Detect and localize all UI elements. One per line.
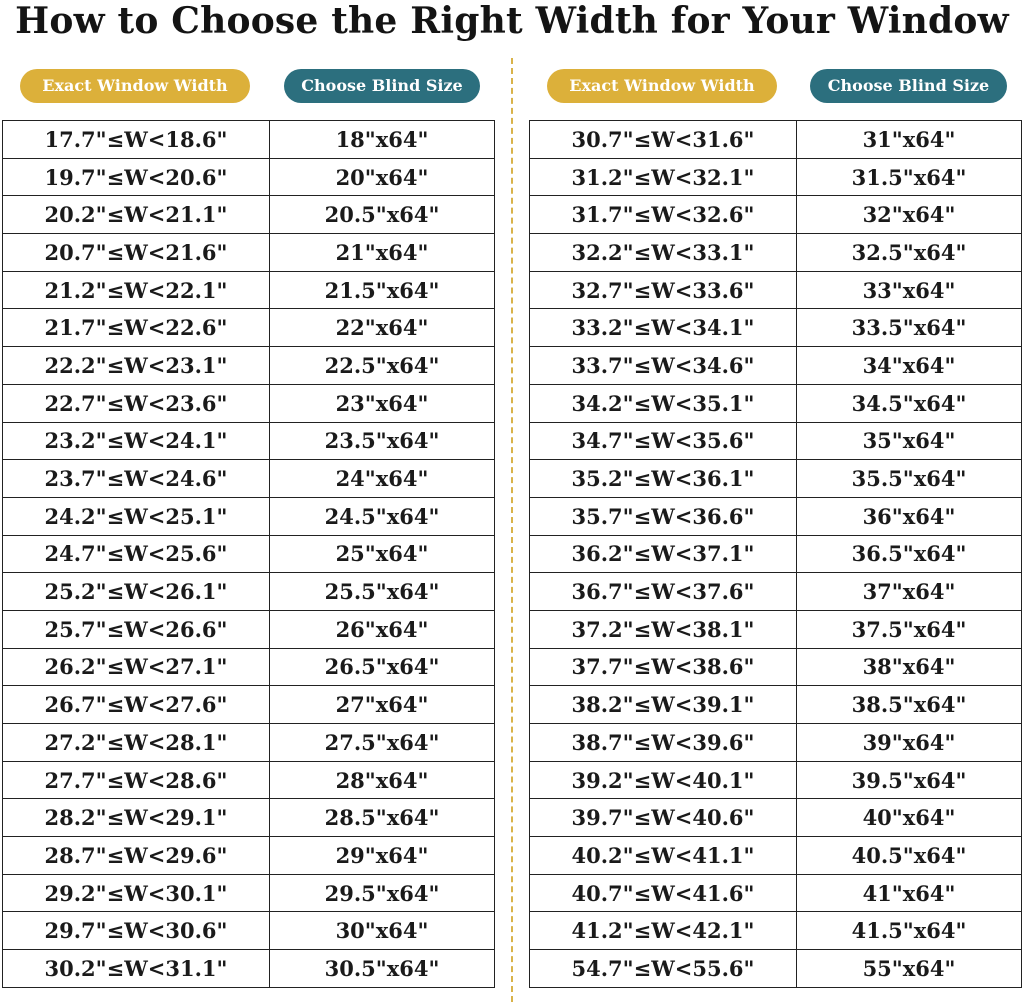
blind-size-cell: 27.5"x64" [270,724,495,762]
table-row [530,422,1022,460]
window-width-range-cell: 35.2"≤W<36.1" [530,460,797,498]
blind-size-cell: 37.5"x64" [797,610,1022,648]
window-width-range-cell: 32.7"≤W<33.6" [530,271,797,309]
window-width-range-cell: 26.2"≤W<27.1" [3,648,270,686]
table-row [530,912,1022,950]
left-header-choose-blind-size: Choose Blind Size [284,69,480,103]
table-row [530,535,1022,573]
blind-size-cell: 21"x64" [270,234,495,272]
blind-size-cell: 23"x64" [270,384,495,422]
blind-size-cell: 20"x64" [270,158,495,196]
window-width-range-cell: 38.7"≤W<39.6" [530,724,797,762]
blind-size-cell: 31"x64" [797,121,1022,159]
table-row [530,950,1022,988]
left-header-exact-window-width: Exact Window Width [20,69,250,103]
table-row [3,610,495,648]
table-row [530,610,1022,648]
table-row [530,196,1022,234]
window-width-range-cell: 35.7"≤W<36.6" [530,497,797,535]
blind-size-cell: 20.5"x64" [270,196,495,234]
table-row [3,799,495,837]
window-width-range-cell: 33.7"≤W<34.6" [530,347,797,385]
blind-size-cell: 34.5"x64" [797,384,1022,422]
window-width-range-cell: 36.7"≤W<37.6" [530,573,797,611]
left-size-table [2,120,495,988]
window-width-range-cell: 19.7"≤W<20.6" [3,158,270,196]
blind-size-cell: 23.5"x64" [270,422,495,460]
blind-size-cell: 35"x64" [797,422,1022,460]
blind-size-cell: 37"x64" [797,573,1022,611]
window-width-range-cell: 34.2"≤W<35.1" [530,384,797,422]
table-row [3,874,495,912]
window-width-range-cell: 30.7"≤W<31.6" [530,121,797,159]
table-row [3,648,495,686]
table-row [3,535,495,573]
blind-size-cell: 21.5"x64" [270,271,495,309]
blind-size-cell: 41"x64" [797,874,1022,912]
table-row [3,950,495,988]
right-header-exact-window-width: Exact Window Width [547,69,777,103]
table-row [3,158,495,196]
blind-size-cell: 39.5"x64" [797,761,1022,799]
blind-size-cell: 29"x64" [270,837,495,875]
table-row [3,686,495,724]
table-row [3,912,495,950]
table-row [3,837,495,875]
table-row [530,121,1022,159]
window-width-range-cell: 40.7"≤W<41.6" [530,874,797,912]
table-row [3,234,495,272]
blind-size-cell: 28"x64" [270,761,495,799]
blind-size-cell: 31.5"x64" [797,158,1022,196]
window-width-range-cell: 34.7"≤W<35.6" [530,422,797,460]
table-row [530,874,1022,912]
table-row [3,761,495,799]
blind-size-cell: 30"x64" [270,912,495,950]
blind-size-cell: 36.5"x64" [797,535,1022,573]
table-row [530,309,1022,347]
blind-size-cell: 40"x64" [797,799,1022,837]
window-width-range-cell: 41.2"≤W<42.1" [530,912,797,950]
blind-size-cell: 26.5"x64" [270,648,495,686]
table-row [530,497,1022,535]
blind-size-cell: 22.5"x64" [270,347,495,385]
table-row [3,460,495,498]
window-width-range-cell: 33.2"≤W<34.1" [530,309,797,347]
window-width-range-cell: 20.7"≤W<21.6" [3,234,270,272]
blind-size-cell: 22"x64" [270,309,495,347]
page-title: How to Choose the Right Width for Your Window [15,0,1009,42]
table-row [530,271,1022,309]
table-row [530,460,1022,498]
window-width-range-cell: 38.2"≤W<39.1" [530,686,797,724]
table-row [530,686,1022,724]
table-row [530,724,1022,762]
table-row [530,158,1022,196]
window-width-range-cell: 27.2"≤W<28.1" [3,724,270,762]
blind-size-cell: 24"x64" [270,460,495,498]
blind-size-cell: 34"x64" [797,347,1022,385]
table-row [530,234,1022,272]
blind-size-cell: 38.5"x64" [797,686,1022,724]
table-row [3,347,495,385]
right-size-table [529,120,1022,988]
window-width-range-cell: 20.2"≤W<21.1" [3,196,270,234]
window-width-range-cell: 40.2"≤W<41.1" [530,837,797,875]
window-width-range-cell: 21.2"≤W<22.1" [3,271,270,309]
blind-size-cell: 39"x64" [797,724,1022,762]
window-width-range-cell: 28.7"≤W<29.6" [3,837,270,875]
table-row [3,384,495,422]
window-width-range-cell: 31.2"≤W<32.1" [530,158,797,196]
table-row [3,121,495,159]
center-divider [511,58,513,1002]
blind-size-cell: 18"x64" [270,121,495,159]
blind-size-cell: 36"x64" [797,497,1022,535]
blind-size-cell: 33"x64" [797,271,1022,309]
blind-size-cell: 38"x64" [797,648,1022,686]
table-row [530,761,1022,799]
table-row [3,573,495,611]
blind-size-cell: 30.5"x64" [270,950,495,988]
window-width-range-cell: 29.7"≤W<30.6" [3,912,270,950]
table-row [530,384,1022,422]
table-row [3,724,495,762]
blind-size-cell: 26"x64" [270,610,495,648]
blind-size-cell: 28.5"x64" [270,799,495,837]
blind-size-cell: 32"x64" [797,196,1022,234]
blind-size-cell: 32.5"x64" [797,234,1022,272]
window-width-range-cell: 31.7"≤W<32.6" [530,196,797,234]
blind-size-cell: 25"x64" [270,535,495,573]
blind-size-cell: 55"x64" [797,950,1022,988]
window-width-range-cell: 24.2"≤W<25.1" [3,497,270,535]
table-row [530,347,1022,385]
window-width-range-cell: 24.7"≤W<25.6" [3,535,270,573]
window-width-range-cell: 25.2"≤W<26.1" [3,573,270,611]
window-width-range-cell: 39.2"≤W<40.1" [530,761,797,799]
window-width-range-cell: 17.7"≤W<18.6" [3,121,270,159]
window-width-range-cell: 26.7"≤W<27.6" [3,686,270,724]
blind-size-cell: 24.5"x64" [270,497,495,535]
blind-size-cell: 40.5"x64" [797,837,1022,875]
table-row [530,573,1022,611]
window-width-range-cell: 29.2"≤W<30.1" [3,874,270,912]
window-width-range-cell: 30.2"≤W<31.1" [3,950,270,988]
blind-size-cell: 41.5"x64" [797,912,1022,950]
blind-size-cell: 29.5"x64" [270,874,495,912]
table-row [530,837,1022,875]
window-width-range-cell: 23.2"≤W<24.1" [3,422,270,460]
table-row [3,497,495,535]
window-width-range-cell: 37.2"≤W<38.1" [530,610,797,648]
window-width-range-cell: 22.7"≤W<23.6" [3,384,270,422]
blind-size-cell: 27"x64" [270,686,495,724]
window-width-range-cell: 28.2"≤W<29.1" [3,799,270,837]
blind-size-cell: 35.5"x64" [797,460,1022,498]
table-row [3,309,495,347]
window-width-range-cell: 36.2"≤W<37.1" [530,535,797,573]
blind-size-cell: 25.5"x64" [270,573,495,611]
table-row [3,271,495,309]
window-width-range-cell: 22.2"≤W<23.1" [3,347,270,385]
window-width-range-cell: 39.7"≤W<40.6" [530,799,797,837]
window-width-range-cell: 27.7"≤W<28.6" [3,761,270,799]
right-header-choose-blind-size: Choose Blind Size [810,69,1007,103]
window-width-range-cell: 25.7"≤W<26.6" [3,610,270,648]
table-row [530,648,1022,686]
table-row [3,422,495,460]
window-width-range-cell: 54.7"≤W<55.6" [530,950,797,988]
window-width-range-cell: 32.2"≤W<33.1" [530,234,797,272]
window-width-range-cell: 37.7"≤W<38.6" [530,648,797,686]
window-width-range-cell: 21.7"≤W<22.6" [3,309,270,347]
window-width-range-cell: 23.7"≤W<24.6" [3,460,270,498]
table-row [530,799,1022,837]
blind-size-cell: 33.5"x64" [797,309,1022,347]
table-row [3,196,495,234]
